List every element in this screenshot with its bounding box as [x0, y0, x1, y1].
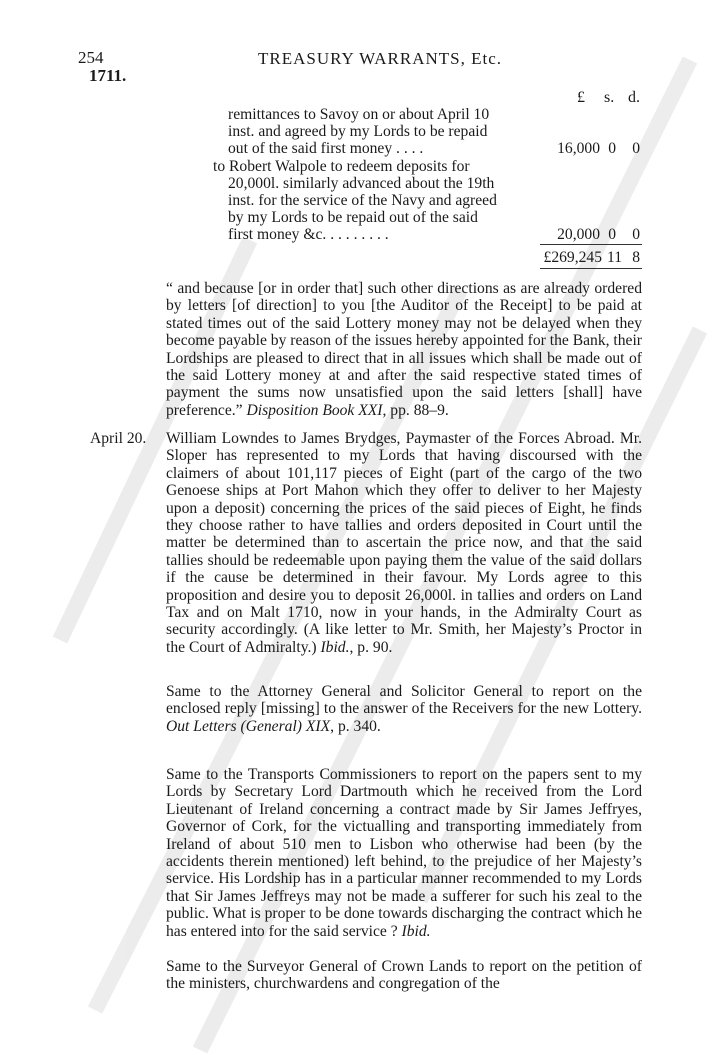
pound-column-head: £: [577, 89, 585, 106]
source-page: , p. 90.: [349, 638, 393, 656]
total-pounds: £269,245: [543, 249, 602, 266]
paragraph-text: Same to the Transports Commissioners to report on the papers sent to my Lords by Secretary Lord Dartmouth which he received from the Lord Lieutenant of Ireland concerning a contract made by Sir James Jeffryes, Governor of Cork, for the victualling and transporting immediately from Ireland of about 510 men to Lisbon who otherwise had been (by the accidents therein mentioned) left behind, to the prejudice of her Majesty’s service. His Lordship has in a particular manner recommended to my Lords that Sir James Jeffreys may not be made a sufferer for such his zeal to the public. What is proper to be done towards discharging the contract which he has entered into for the said service ?: [166, 766, 642, 940]
entry-line: to Robert Walpole to redeem deposits for: [213, 158, 470, 175]
margin-year: 1711.: [89, 66, 127, 85]
paragraph-transports: [166, 766, 642, 940]
entry-pounds: 20,000: [557, 226, 600, 243]
paragraph-text: Same to the Attorney General and Solicitor General to report on the enclosed reply [missing] to the answer of the Receivers for the new Lottery.: [166, 683, 642, 718]
source-reference: Out Letters (General) XIX: [166, 717, 331, 735]
paragraph-surveyor: [166, 958, 642, 993]
page-number: 254: [78, 48, 104, 67]
total-pence: 8: [632, 249, 640, 266]
source-reference: Disposition Book XXI: [246, 401, 383, 419]
entry-shillings: 0: [608, 226, 616, 243]
source-page: , pp. 88–9.: [382, 401, 449, 419]
entry-pounds: 16,000: [557, 140, 600, 157]
running-title: TREASURY WARRANTS, Etc.: [258, 49, 503, 68]
entry-line: first money &c. . . . . . . . .: [228, 226, 389, 243]
entry-pence: 0: [632, 226, 640, 243]
source-reference: Ibid.: [401, 922, 431, 940]
entry-shillings: 0: [608, 140, 616, 157]
paragraph-brydges: [166, 430, 642, 656]
total-rule: [540, 244, 642, 245]
paragraph-text: “ and because [or in order that] such other directions as are already ordered by letters [of direction] to you [the Auditor of the Receipt] to be paid at stated times out of the said Lottery money may not be delayed when they become payable by reason of the issues hereby appointed for the Bank, their Lordships are pleased to direct that in all issues which shall be made out of the said Lottery money at and after the said respective stated times of payment the sums now unsatisfied upon the said letters [shall] have preference.”: [166, 280, 642, 419]
paragraph-text: Same to the Surveyor General of Crown Lands to report on the petition of the ministers, churchwardens and congregation of the: [166, 958, 642, 993]
entry-line: inst. for the service of the Navy and agreed: [228, 192, 497, 209]
entry-line: out of the said first money . . . .: [228, 140, 424, 157]
entry-pence: 0: [632, 140, 640, 157]
source-reference: Ibid.: [320, 638, 350, 656]
entry-line: inst. and agreed by my Lords to be repaid: [228, 123, 488, 140]
total-rule: [540, 268, 642, 269]
paragraph-attorney: [166, 683, 642, 735]
shilling-column-head: s.: [604, 89, 615, 106]
margin-date: April 20.: [90, 430, 147, 447]
paragraph-text: William Lowndes to James Brydges, Paymaster of the Forces Abroad. Mr. Sloper has represented to my Lords that having discoursed with the claimers of about 101,117 pieces of Eight (part of the cargo of the two Genoese ships at Port Mahon which they offer to deliver to her Majesty upon a deposit) concerning the prices of the said pieces of Eight, he finds they choose rather to have tallies and orders deposited in Court until the matter be determined than to ascertain the price now, and that the said tallies should be redeemable upon paying them the value of the said dollars if the cause be determined in their favour. My Lords agree to this proposition and desire you to deposit 26,000l. in tallies and orders on Land Tax and on Malt 1710, now in your hands, in the Admiralty Court as security accordingly. (A like letter to Mr. Smith, her Majesty’s Proctor in the Court of Admiralty.): [166, 430, 642, 656]
paragraph-lottery: [166, 280, 642, 419]
pence-column-head: d.: [628, 89, 640, 106]
total-shillings: 11: [606, 249, 622, 266]
entry-line: remittances to Savoy on or about April 10: [228, 106, 490, 123]
entry-line: 20,000l. similarly advanced about the 19th: [228, 175, 495, 192]
source-page: , p. 340.: [330, 717, 381, 735]
entry-line: by my Lords to be repaid out of the said: [228, 209, 478, 226]
